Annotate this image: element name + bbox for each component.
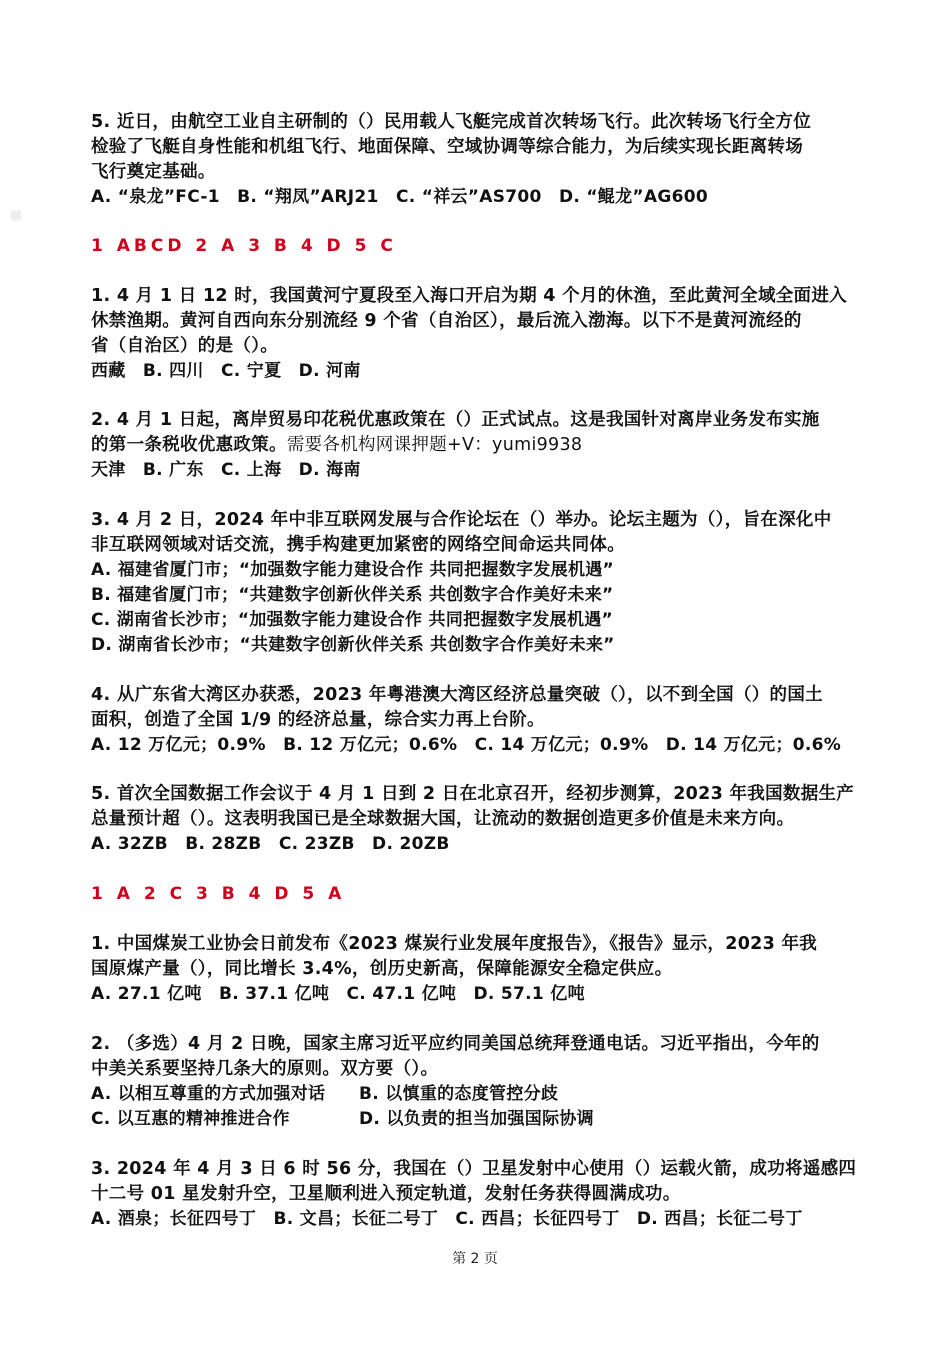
answer-key: [91, 882, 871, 907]
question-china-us-call: [91, 1032, 871, 1132]
question-text: 2. （多选）4 月 2 日晚，国家主席习近平应约同美国总统拜登通电话。习近平指出，今年的: [91, 1034, 820, 1054]
question-text: 飞行奠定基础。: [91, 162, 216, 182]
question-text: 3. 4 月 2 日，2024 年中非互联网发展与合作论坛在（）举办。论坛主题为（），旨在深化中: [91, 510, 832, 530]
question-offshore-trade: [91, 408, 871, 483]
question-text-fragment: 的第一条税收优惠政策。: [91, 435, 287, 455]
question-option-c: C. 湖南省长沙市；“加强数字能力建设合作 共同把握数字发展机遇”: [91, 610, 614, 630]
question-options: A. 12 万亿元；0.9% B. 12 万亿元；0.6% C. 14 万亿元；0.9% D. 14 万亿元；0.6%: [91, 735, 842, 755]
question-satellite-launch: [91, 1157, 871, 1232]
question-option-d: D. 湖南省长沙市；“共建数字创新伙伴关系 共创数字合作美好未来”: [91, 635, 615, 655]
question-text: 十二号 01 星发射升空，卫星顺利进入预定轨道，发射任务获得圆满成功。: [91, 1184, 681, 1204]
question-options-row: [91, 1082, 871, 1107]
question-text: 5. 近日，由航空工业自主研制的（）民用载人飞艇完成首次转场飞行。此次转场飞行全方位: [91, 112, 812, 132]
question-options: 西藏 B. 四川 C. 宁夏 D. 河南: [91, 361, 361, 381]
question-text: 4. 从广东省大湾区办获悉，2023 年粤港澳大湾区经济总量突破（），以不到全国（）的国土: [91, 685, 823, 705]
question-text: 3. 2024 年 4 月 3 日 6 时 56 分，我国在（）卫星发射中心使用（）运载火箭，成功将遥感四: [91, 1159, 857, 1179]
page-number: 第 2 页: [452, 1251, 498, 1267]
question-text: 1. 中国煤炭工业协会日前发布《2023 煤炭行业发展年度报告》，《报告》显示，2023 年我: [91, 934, 818, 954]
question-text: 非互联网领域对话交流，携手构建更加紧密的网络空间命运共同体。: [91, 535, 625, 555]
question-coal-output: [91, 932, 871, 1007]
answer-key-text: 1 ABCD 2 A 3 B 4 D 5 C: [91, 236, 397, 256]
question-text: [91, 433, 871, 458]
question-text: 总量预计超（）。这表明我国已是全球数据大国，让流动的数据创造更多价值是未来方向。: [91, 809, 795, 829]
question-data-conference: [91, 782, 871, 857]
question-text: 检验了飞艇自身性能和机组飞行、地面保障、空域协调等综合能力，为后续实现长距离转场: [91, 137, 803, 157]
question-options: A. 32ZB B. 28ZB C. 23ZB D. 20ZB: [91, 834, 450, 854]
promo-note: 需要各机构网课押题+V：yumi9938: [286, 435, 583, 455]
question-text: 5. 首次全国数据工作会议于 4 月 1 日到 2 日在北京召开，经初步测算，2023 年我国数据生产: [91, 784, 855, 804]
question-text: 国原煤产量（），同比增长 3.4%，创历史新高，保障能源安全稳定供应。: [91, 959, 673, 979]
answer-key: [91, 234, 871, 259]
question-airship: [91, 110, 871, 210]
question-text: 省（自治区）的是（）。: [91, 336, 279, 356]
question-option-c: C. 以互惠的精神推进合作: [91, 1109, 290, 1129]
question-option-d: D. 以负责的担当加强国际协调: [359, 1109, 594, 1129]
question-yellow-river: [91, 284, 871, 384]
question-text: 中美关系要坚持几条大的原则。双方要（）。: [91, 1059, 439, 1079]
question-greater-bay-area: [91, 683, 871, 758]
question-text: 面积，创造了全国 1/9 的经济总量，综合实力再上台阶。: [91, 710, 545, 730]
question-options: 天津 B. 广东 C. 上海 D. 海南: [91, 460, 361, 480]
question-option-b: B. 福建省厦门市；“共建数字创新伙伴关系 共创数字合作美好未来”: [91, 585, 614, 605]
question-option-a: A. 以相互尊重的方式加强对话: [91, 1084, 326, 1104]
question-internet-forum: [91, 508, 871, 658]
question-text: 休禁渔期。黄河自西向东分别流经 9 个省（自治区），最后流入渤海。以下不是黄河流经的: [91, 311, 802, 331]
question-options: A. 27.1 亿吨 B. 37.1 亿吨 C. 47.1 亿吨 D. 57.1 亿吨: [91, 984, 585, 1004]
question-option-b: B. 以慎重的态度管控分歧: [359, 1084, 559, 1104]
question-option-a: A. 福建省厦门市；“加强数字能力建设合作 共同把握数字发展机遇”: [91, 560, 615, 580]
question-options: A. “泉龙”FC-1 B. “翔凤”ARJ21 C. “祥云”AS700 D. “鲲龙”AG600: [91, 187, 708, 207]
watermark: ■: [10, 208, 23, 223]
question-options: A. 酒泉；长征四号丁 B. 文昌；长征二号丁 C. 西昌；长征四号丁 D. 西昌；长征二号丁: [91, 1209, 803, 1229]
answer-key-text: 1 A 2 C 3 B 4 D 5 A: [91, 884, 346, 904]
question-text: 1. 4 月 1 日 12 时，我国黄河宁夏段至入海口开启为期 4 个月的休渔，至此黄河全域全面进入: [91, 286, 847, 306]
question-options-row: [91, 1107, 871, 1132]
question-text: 2. 4 月 1 日起，离岸贸易印花税优惠政策在（）正式试点。这是我国针对离岸业务发布实施: [91, 410, 820, 430]
